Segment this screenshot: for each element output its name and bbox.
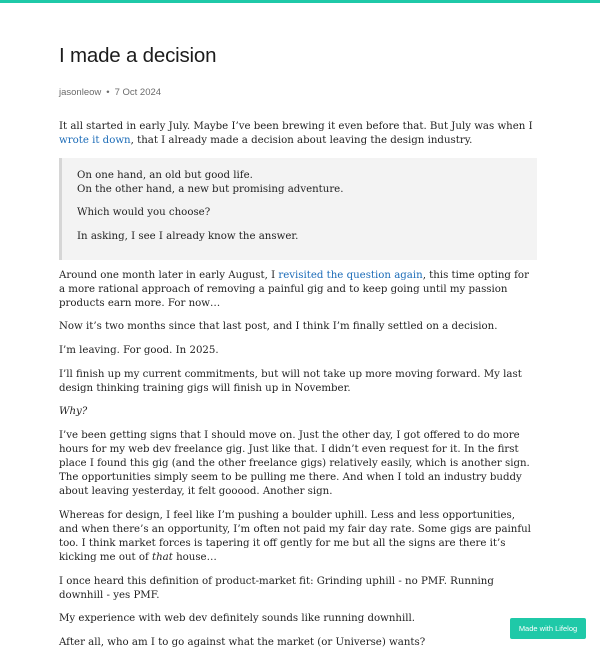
post-body [59,120,537,650]
paragraph-text: , that I already made a decision about leaving the design industry. [130,135,473,147]
paragraph: I’ve been getting signs that I should move on. Just the other day, I got offered to do more hours for my web dev freelance gig. Just like that. I didn’t even request for it. In the first place I found this gig (and the other freelance gigs) relatively easily, which is another sign. The opportunities simply seem to be pulling me there. And when I told an industry buddy about leaving yesterday, it felt gooood. Another sign. [59,429,530,498]
top-accent-bar [0,0,600,3]
wrote-it-down-link[interactable]: wrote it down [59,135,131,147]
paragraph-text: Whereas for design, I feel like I’m pushing a boulder uphill. Less and less opportunities, and when there’s an opportunity, I’m often not paid my fair day rate. Some gigs are painful too. I think market forces is tapering it off gently for me but all the signs are there it’s kicking me out of [59,509,531,564]
blockquote [59,158,537,260]
paragraph-text: It all started in early July. Maybe I’ve been brewing it even before that. But July was when I [59,121,533,132]
why-heading: Why? [59,406,88,418]
quote-paragraph [77,169,525,197]
paragraph: I’ll finish up my current commitments, but will not take up more moving forward. My last design thinking training gigs will finish up in November. [59,368,522,394]
quote-paragraph: In asking, I see I already know the answer. [77,230,299,242]
paragraph: I’m leaving. For good. In 2025. [59,344,219,356]
paragraph: Now it’s two months since that last post, and I think I’m finally settled on a decision. [59,321,498,333]
meta-separator: • [106,87,110,98]
quote-line: On the other hand, a new but promising adventure. [77,183,344,195]
paragraph: After all, who am I to go against what the market (or Universe) wants? [59,636,426,648]
post-meta [59,87,537,98]
made-with-lifelog-button[interactable]: Made with Lifelog [510,618,586,639]
paragraph [59,509,537,565]
post-date: 7 Oct 2024 [114,87,162,98]
paragraph [59,405,537,419]
page-title: I made a decision [59,44,217,67]
paragraph-text: house… [172,552,217,564]
paragraph-text: , this time opting for a more rational approach of removing a painful gig and to keep going until my passion products earn more. For now… [59,269,529,309]
post-container [59,44,537,660]
paragraph: My experience with web dev definitely sounds like running downhill. [59,613,415,625]
paragraph: I once heard this definition of product-market fit: Grinding uphill - no PMF. Running downhill - yes PMF. [59,575,494,601]
quote-line: On one hand, an old but good life. [77,169,253,181]
paragraph [59,269,537,311]
author-name[interactable]: jasonleow [59,87,102,98]
paragraph-text: Around one month later in early August, I [59,269,279,281]
paragraph [59,120,537,148]
emphasis: that [152,552,173,564]
quote-paragraph: Which would you choose? [77,207,211,219]
revisited-question-link[interactable]: revisited the question again [278,269,423,281]
